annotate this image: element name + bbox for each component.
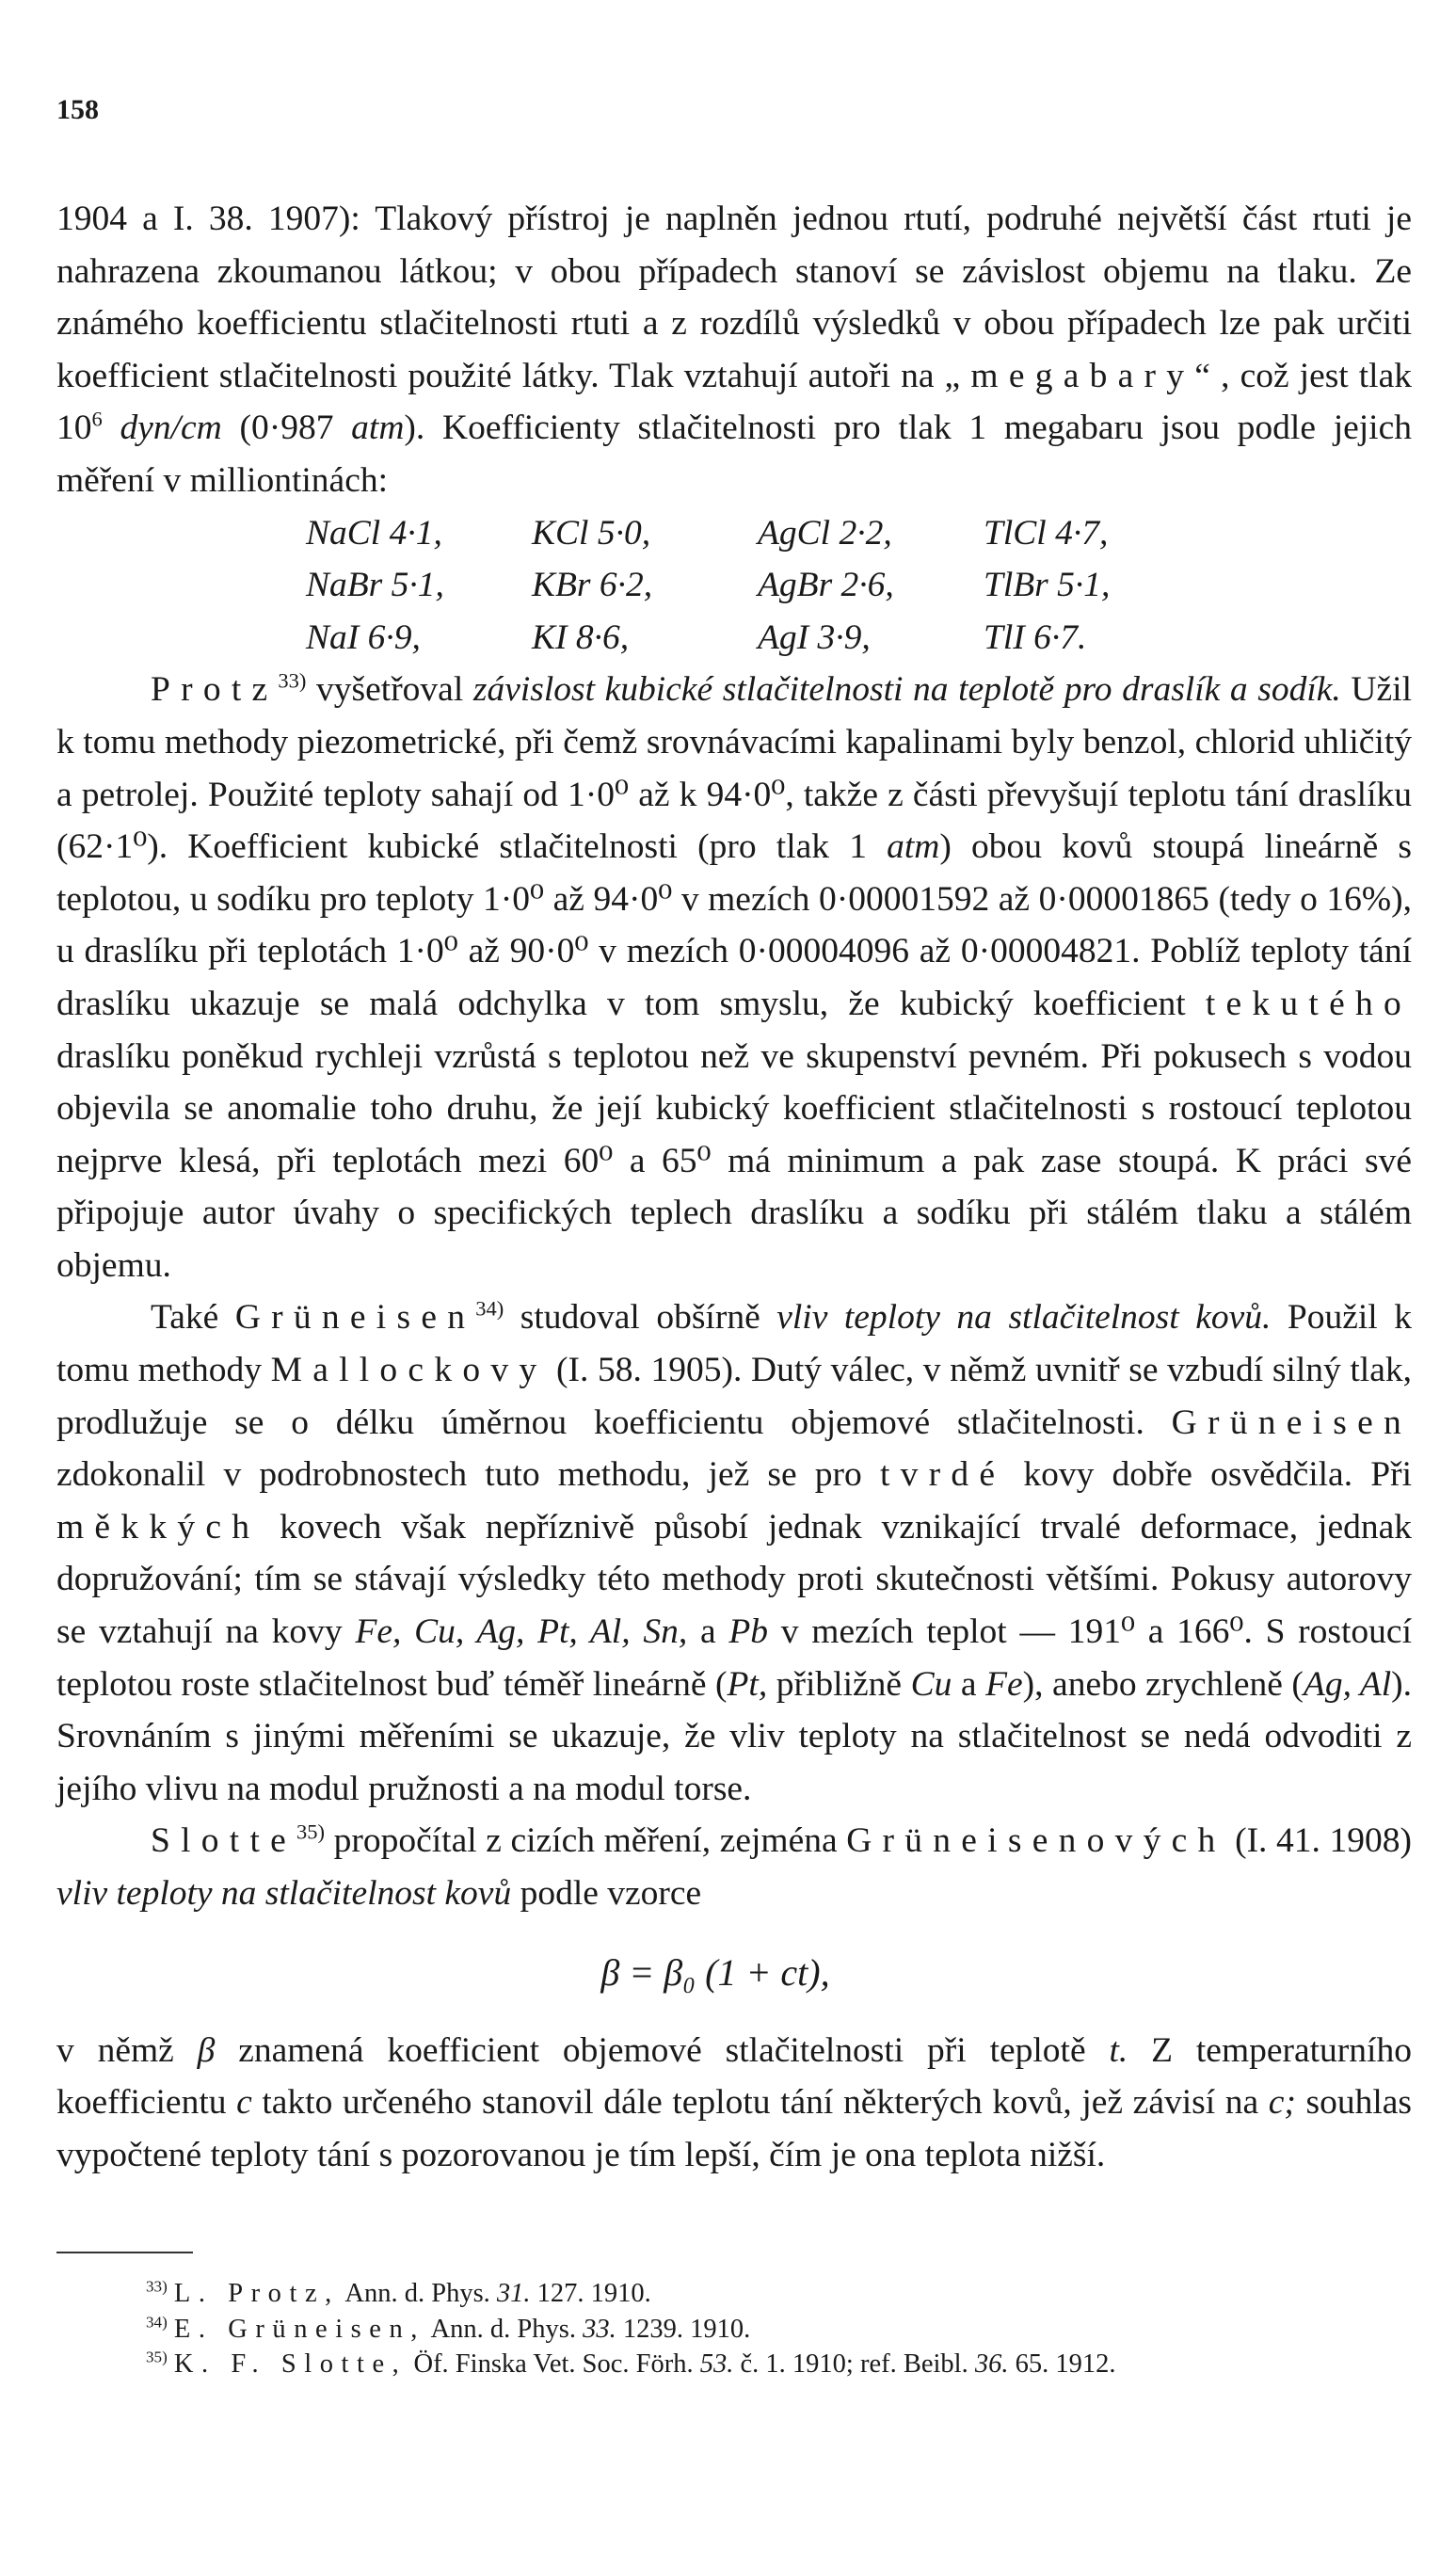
compressibility-table bbox=[56, 507, 1412, 665]
table-cell: TlBr 5·1, bbox=[984, 566, 1111, 605]
page-number: 158 bbox=[56, 94, 99, 125]
table-row bbox=[306, 559, 1412, 612]
table-cell: AgBr 2·6, bbox=[758, 566, 894, 605]
footnote: $^{35)}$ K. F. Slotte, Öf. Finska Vet. Soc. Förh. 53. č. 1. 1910; ref. Beibl. 36. 65. 1912. bbox=[146, 2348, 1116, 2379]
paragraph: 1904 a I. 38. 1907): Tlakový přístroj je naplněn jednou rtutí, podruhé největší část rtuti je nahrazena zkoumanou látkou; v obou případech stanoví se závislost objemu na tlaku. Ze známého koefficientu stlačitelnosti rtuti a z rozdílů výsledků v obou případech lze pak určiti koefficient stlačitelnosti použité látky. Tlak vztahují autoři na „megabary“, což jest tlak $10^6$ dyn/cm (0·987 atm). Koefficienty stlačitelnosti pro tlak 1 megabaru jsou podle jejich měření v milliontinách: bbox=[56, 200, 1412, 500]
table-cell: TlI 6·7. bbox=[984, 617, 1087, 657]
table-cell: NaI 6·9, bbox=[306, 617, 421, 657]
table-cell: KBr 6·2, bbox=[532, 566, 653, 605]
paragraph: Slotte$^{35)}$ propočítal z cizích měření, zejména Grüneisenových (I. 41. 1908) vliv teploty na stlačitelnost kovů podle vzorce bbox=[56, 1820, 1412, 1913]
table-cell: NaBr 5·1, bbox=[306, 566, 444, 605]
table-cell: KCl 5·0, bbox=[532, 513, 651, 553]
footnotes bbox=[56, 2276, 1412, 2382]
paragraph: Také Grüneisen$^{34)}$ studoval obšírně vliv teploty na stlačitelnost kovů. Použil k tomu methody Mallockovy (I. 58. 1905). Dutý válec, v němž uvnitř se vzbudí silný tlak, prodlužuje se o délku úměrnou koefficientu objemové stlačitelnosti. Grüneisen zdokonalil v podrobnostech tuto methodu, jež se pro tvrdé kovy dobře osvědčila. Při měkkých kovech však nepříznivě působí jednak vznikající trvalé deformace, jednak dopružování; tím se stávají výsledky této methody proti skutečnosti většími. Pokusy autorovy se vztahují na kovy Fe, Cu, Ag, Pt, Al, Sn, a Pb v mezích teplot — 191⁰ a 166⁰. S rostoucí teplotou roste stlačitelnost buď téměř lineárně (Pt, přibližně Cu a Fe), anebo zrychleně (Ag, Al). Srovnáním s jinými měřeními se ukazuje, že vliv teploty na stlačitelnost se nedá odvoditi z jejího vlivu na modul pružnosti a na modul torse. bbox=[56, 1296, 1412, 1808]
table-cell: NaCl 4·1, bbox=[306, 513, 442, 553]
footnote-divider bbox=[56, 2252, 193, 2253]
main-text bbox=[56, 193, 1412, 2181]
table-row bbox=[306, 612, 1412, 665]
paragraph: Protz$^{33)}$ vyšetřoval závislost kubické stlačitelnosti na teplotě pro draslík a sodík. Užil k tomu methody piezometrické, při čemž srovnávacími kapalinami byly benzol, chlorid uhličitý a petrolej. Použité teploty sahají od 1·0⁰ až k 94·0⁰, takže z části převyšují teplotu tání draslíku (62·1⁰). Koefficient kubické stlačitelnosti (pro tlak 1 atm) obou kovů stoupá lineárně s teplotou, u sodíku pro teploty 1·0⁰ až 94·0⁰ v mezích 0·00001592 až 0·00001865 (tedy o 16%), u draslíku při teplotách 1·0⁰ až 90·0⁰ v mezích 0·00004096 až 0·00004821. Poblíž teploty tání draslíku ukazuje se malá odchylka v tom smyslu, že kubický koefficient tekutého draslíku poněkud rychleji vzrůstá s teplotou než ve skupenství pevném. Při pokusech s vodou objevila se anomalie toho druhu, že její kubický koefficient stlačitelnosti s rostoucí teplotou nejprve klesá, při teplotách mezi 60⁰ a 65⁰ má minimum a pak zase stoupá. K práci své připojuje autor úvahy o specifických teplech draslíku a sodíku při stálém tlaku a stálém objemu. bbox=[56, 668, 1413, 1285]
footnote: $^{34)}$ E. Grüneisen, Ann. d. Phys. 33. 1239. 1910. bbox=[146, 2313, 751, 2344]
paragraph: v němž β znamená koefficient objemové stlačitelnosti při teplotě t. Z temperaturního koefficientu c takto určeného stanovil dále teplotu tání některých kovů, jež závisí na c; souhlas vypočtené teploty tání s pozorovanou je tím lepší, čím je ona teplota nižší. bbox=[56, 2030, 1412, 2174]
footnote: $^{33)}$ L. Protz, Ann. d. Phys. 31. 127. 1910. bbox=[146, 2277, 651, 2308]
table-cell: AgCl 2·2, bbox=[758, 513, 892, 553]
table-cell: TlCl 4·7, bbox=[984, 513, 1109, 553]
table-row bbox=[306, 507, 1412, 560]
formula: β = β₀ (1 + ct), bbox=[600, 1950, 830, 1994]
table-cell: KI 8·6, bbox=[532, 617, 630, 657]
table-cell: AgI 3·9, bbox=[758, 617, 871, 657]
